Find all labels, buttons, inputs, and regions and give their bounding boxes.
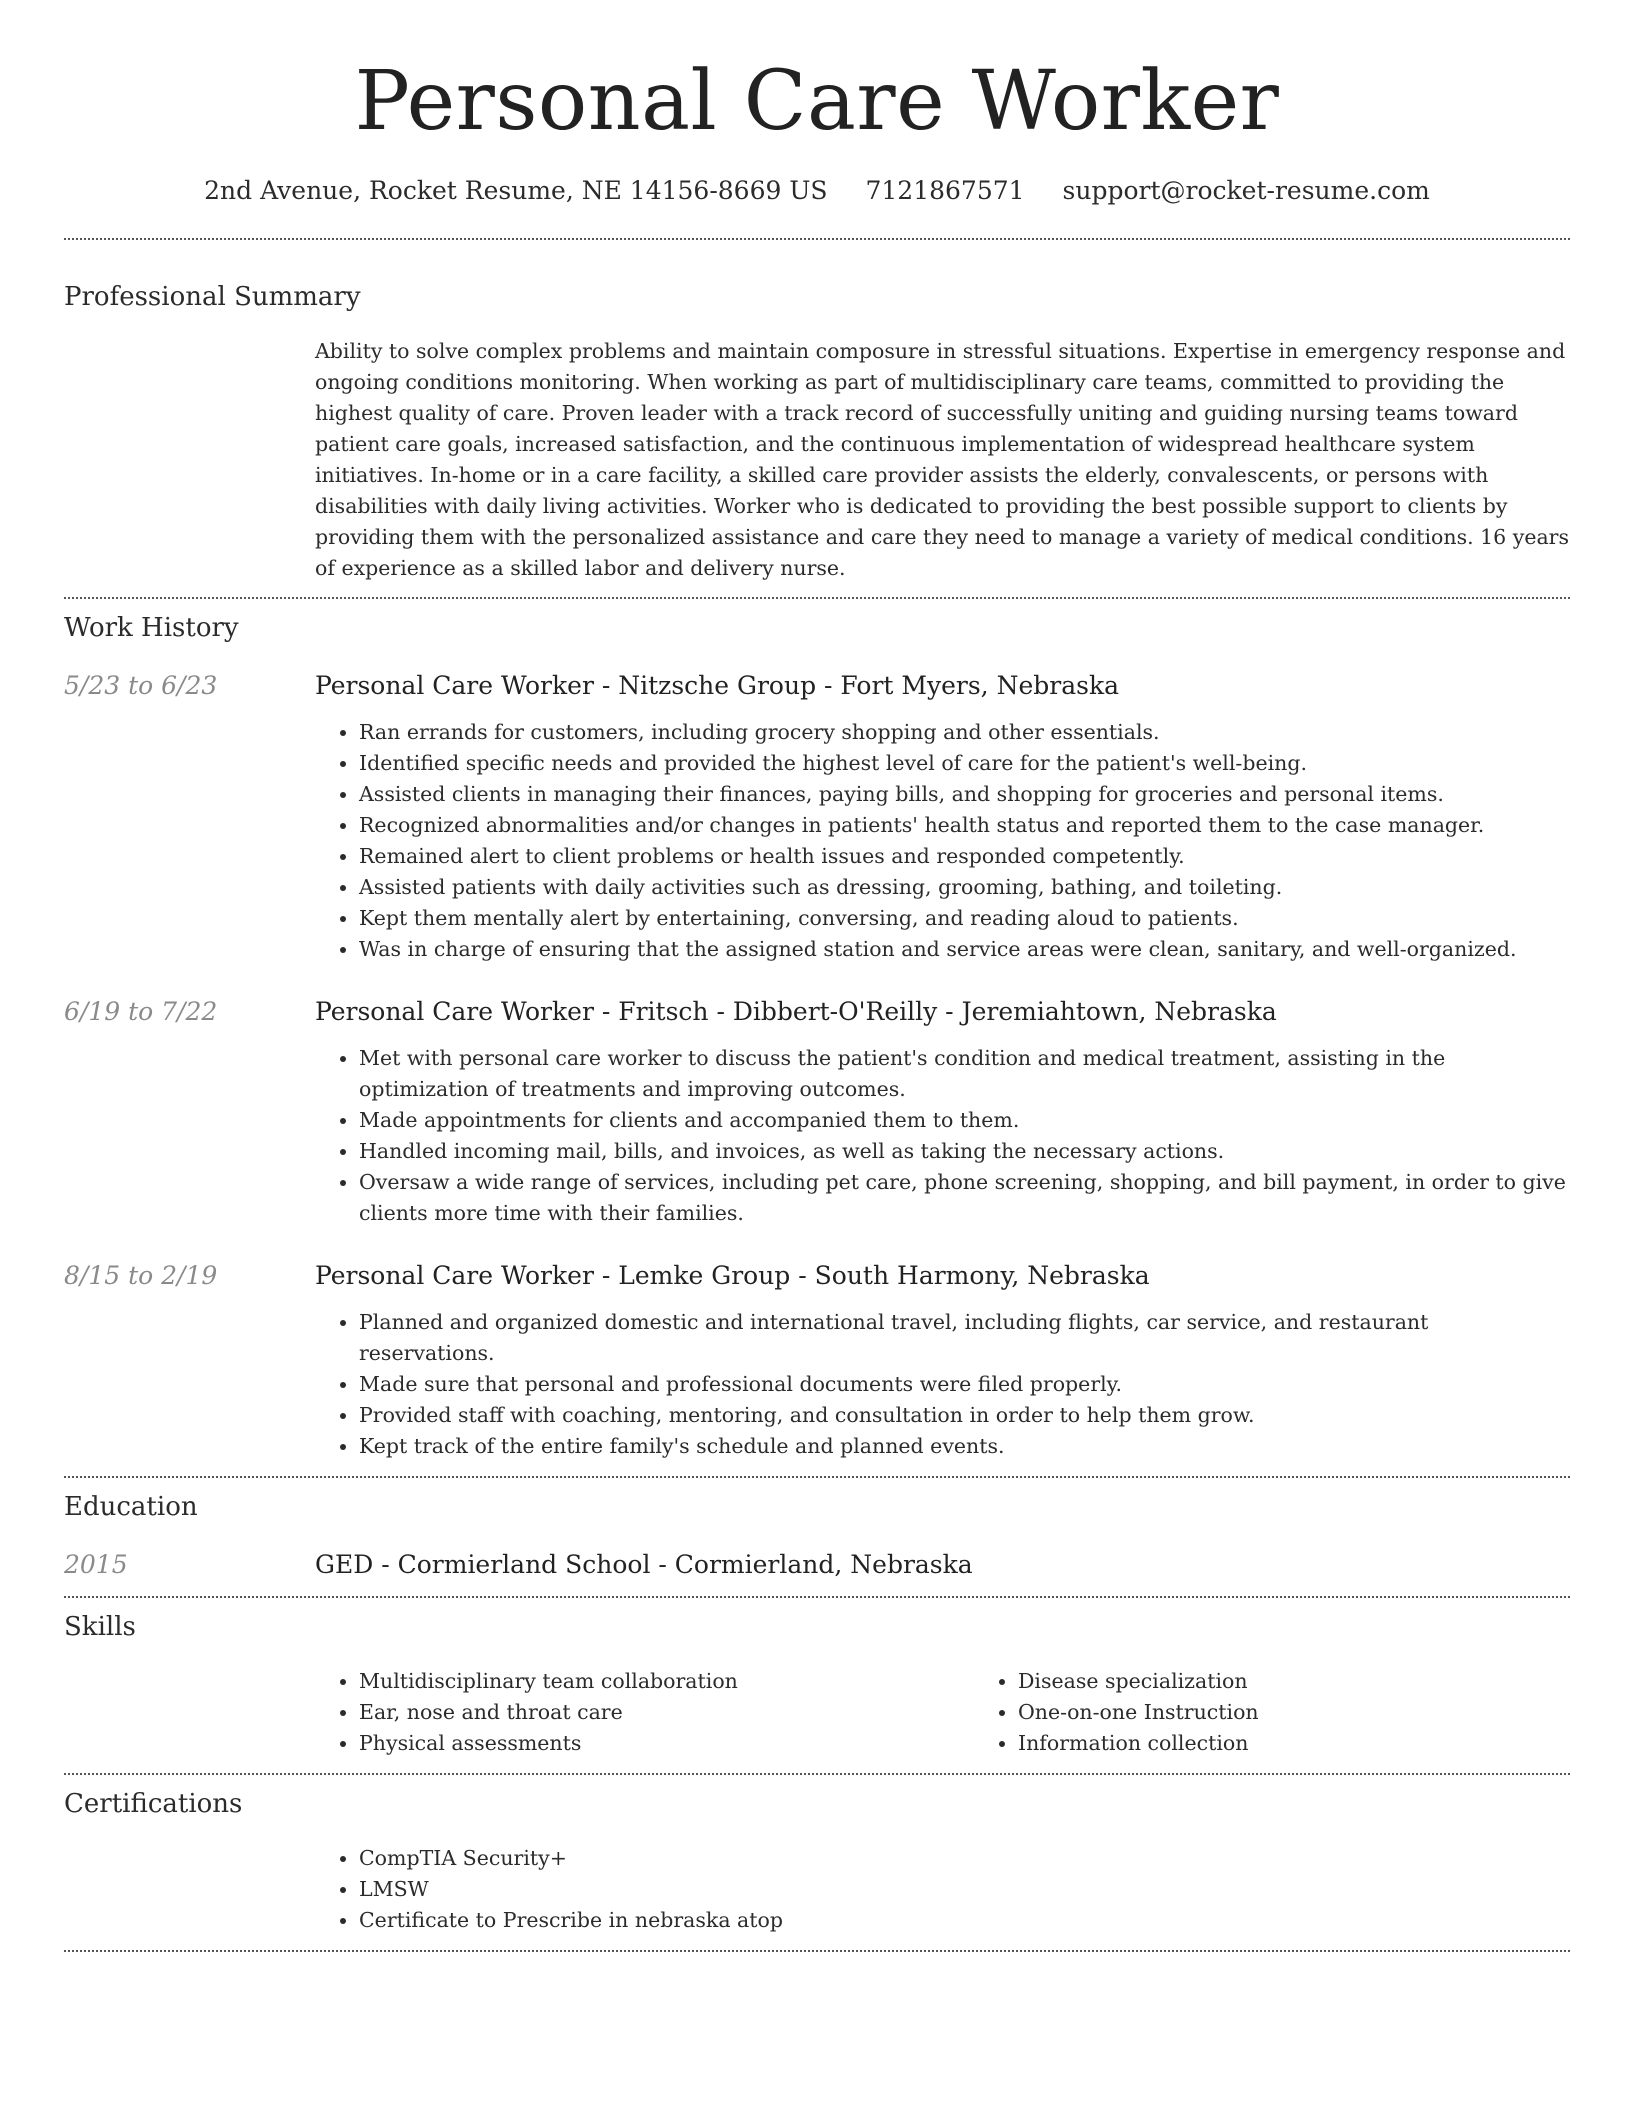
divider: [64, 597, 1570, 599]
education-title: GED - Cormierland School - Cormierland, Nebraska: [315, 1550, 973, 1579]
divider: [64, 1950, 1570, 1952]
resume-name: Personal Care Worker: [354, 54, 1280, 149]
list-item: • Assisted clients in managing their finances, paying bills, and shopping for groceries and personal items.: [359, 779, 1570, 810]
list-item: • Planned and organized domestic and international travel, including flights, car service, and restaurant reservations.: [359, 1307, 1570, 1369]
list-item: • Kept them mentally alert by entertaining, conversing, and reading aloud to patients.: [359, 903, 1570, 934]
contact-phone: 7121867571: [865, 176, 1025, 205]
list-item: • Kept track of the entire family's schedule and planned events.: [359, 1431, 1570, 1462]
job-title: Personal Care Worker - Fritsch - Dibbert-O'Reilly - Jeremiahtown, Nebraska: [315, 997, 1277, 1026]
list-item: • Ran errands for customers, including grocery shopping and other essentials.: [359, 717, 1570, 748]
job-bullets: [315, 1043, 1570, 1229]
education-heading: Education: [64, 1492, 198, 1522]
list-item: • Handled incoming mail, bills, and invoices, as well as taking the necessary actions.: [359, 1136, 1570, 1167]
certifications-heading: Certifications: [64, 1789, 243, 1819]
divider: [64, 1773, 1570, 1775]
summary-heading: Professional Summary: [64, 282, 361, 312]
list-item: • Was in charge of ensuring that the assigned station and service areas were clean, sanitary, and well-organized.: [359, 934, 1570, 965]
skills-heading: Skills: [64, 1612, 136, 1642]
list-item: • Made appointments for clients and accompanied them to them.: [359, 1105, 1570, 1136]
summary-text: Ability to solve complex problems and maintain composure in stressful situations. Expertise in emergency response and ongoing conditions monitoring. When working as part of multidisciplinary care teams, committed to providing the highest quality of care. Proven leader with a track record of successfully uniting and guiding nursing teams toward patient care goals, increased satisfaction, and the continuous implementation of widespread healthcare system initiatives. In-home or in a care facility, a skilled care provider assists the elderly, convalescents, or persons with disabilities with daily living activities. Worker who is dedicated to providing the best possible support to clients by providing them with the personalized assistance and care they need to manage a variety of medical conditions. 16 years of experience as a skilled labor and delivery nurse.: [315, 339, 1569, 580]
job-dates: 5/23 to 6/23: [64, 671, 218, 700]
job-entry: [64, 1259, 1570, 1462]
certifications-list: [315, 1843, 1570, 1936]
list-item: • Remained alert to client problems or health issues and responded competently.: [359, 841, 1570, 872]
list-item: • Recognized abnormalities and/or changes in patients' health status and reported them to the case manager.: [359, 810, 1570, 841]
work-history-section: [64, 611, 1570, 1462]
job-entry: [64, 995, 1570, 1229]
divider: [64, 1476, 1570, 1478]
list-item: • Ear, nose and throat care: [359, 1697, 974, 1728]
education-section: [64, 1490, 1570, 1582]
education-entry: [64, 1548, 1570, 1582]
list-item: • LMSW: [359, 1874, 1570, 1905]
divider: [64, 1596, 1570, 1598]
contact-line: [64, 174, 1570, 208]
list-item: • Disease specialization: [1018, 1666, 1632, 1697]
list-item: • Multidisciplinary team collaboration: [359, 1666, 974, 1697]
skills-list-right: [974, 1666, 1632, 1759]
list-item: • One-on-one Instruction: [1018, 1697, 1632, 1728]
job-dates: 8/15 to 2/19: [64, 1261, 218, 1290]
job-title: Personal Care Worker - Lemke Group - South Harmony, Nebraska: [315, 1261, 1150, 1290]
list-item: • Physical assessments: [359, 1728, 974, 1759]
list-item: • Provided staff with coaching, mentoring, and consultation in order to help them grow.: [359, 1400, 1570, 1431]
contact-email: support@rocket-resume.com: [1062, 176, 1430, 205]
work-history-heading: Work History: [64, 613, 239, 643]
certifications-section: [64, 1787, 1570, 1936]
list-item: • Made sure that personal and professional documents were filed properly.: [359, 1369, 1570, 1400]
education-year: 2015: [64, 1550, 128, 1579]
job-bullets: [315, 717, 1570, 965]
job-entry: [64, 669, 1570, 965]
skills-list-left: [315, 1666, 974, 1759]
job-title: Personal Care Worker - Nitzsche Group - Fort Myers, Nebraska: [315, 671, 1119, 700]
list-item: • Met with personal care worker to discuss the patient's condition and medical treatment, assisting in the optimization of treatments and improving outcomes.: [359, 1043, 1570, 1105]
skills-section: [64, 1610, 1570, 1759]
job-bullets: [315, 1307, 1570, 1462]
list-item: • CompTIA Security+: [359, 1843, 1570, 1874]
list-item: • Certificate to Prescribe in nebraska atop: [359, 1905, 1570, 1936]
list-item: • Information collection: [1018, 1728, 1632, 1759]
job-dates: 6/19 to 7/22: [64, 997, 218, 1026]
list-item: • Identified specific needs and provided the highest level of care for the patient's well-being.: [359, 748, 1570, 779]
contact-address: 2nd Avenue, Rocket Resume, NE 14156-8669 US: [204, 176, 828, 205]
summary-section: [64, 280, 1570, 584]
divider: [64, 238, 1570, 240]
list-item: • Assisted patients with daily activities such as dressing, grooming, bathing, and toileting.: [359, 872, 1570, 903]
list-item: • Oversaw a wide range of services, including pet care, phone screening, shopping, and bill payment, in order to give clients more time with their families.: [359, 1167, 1570, 1229]
resume-page: [64, 0, 1570, 1952]
